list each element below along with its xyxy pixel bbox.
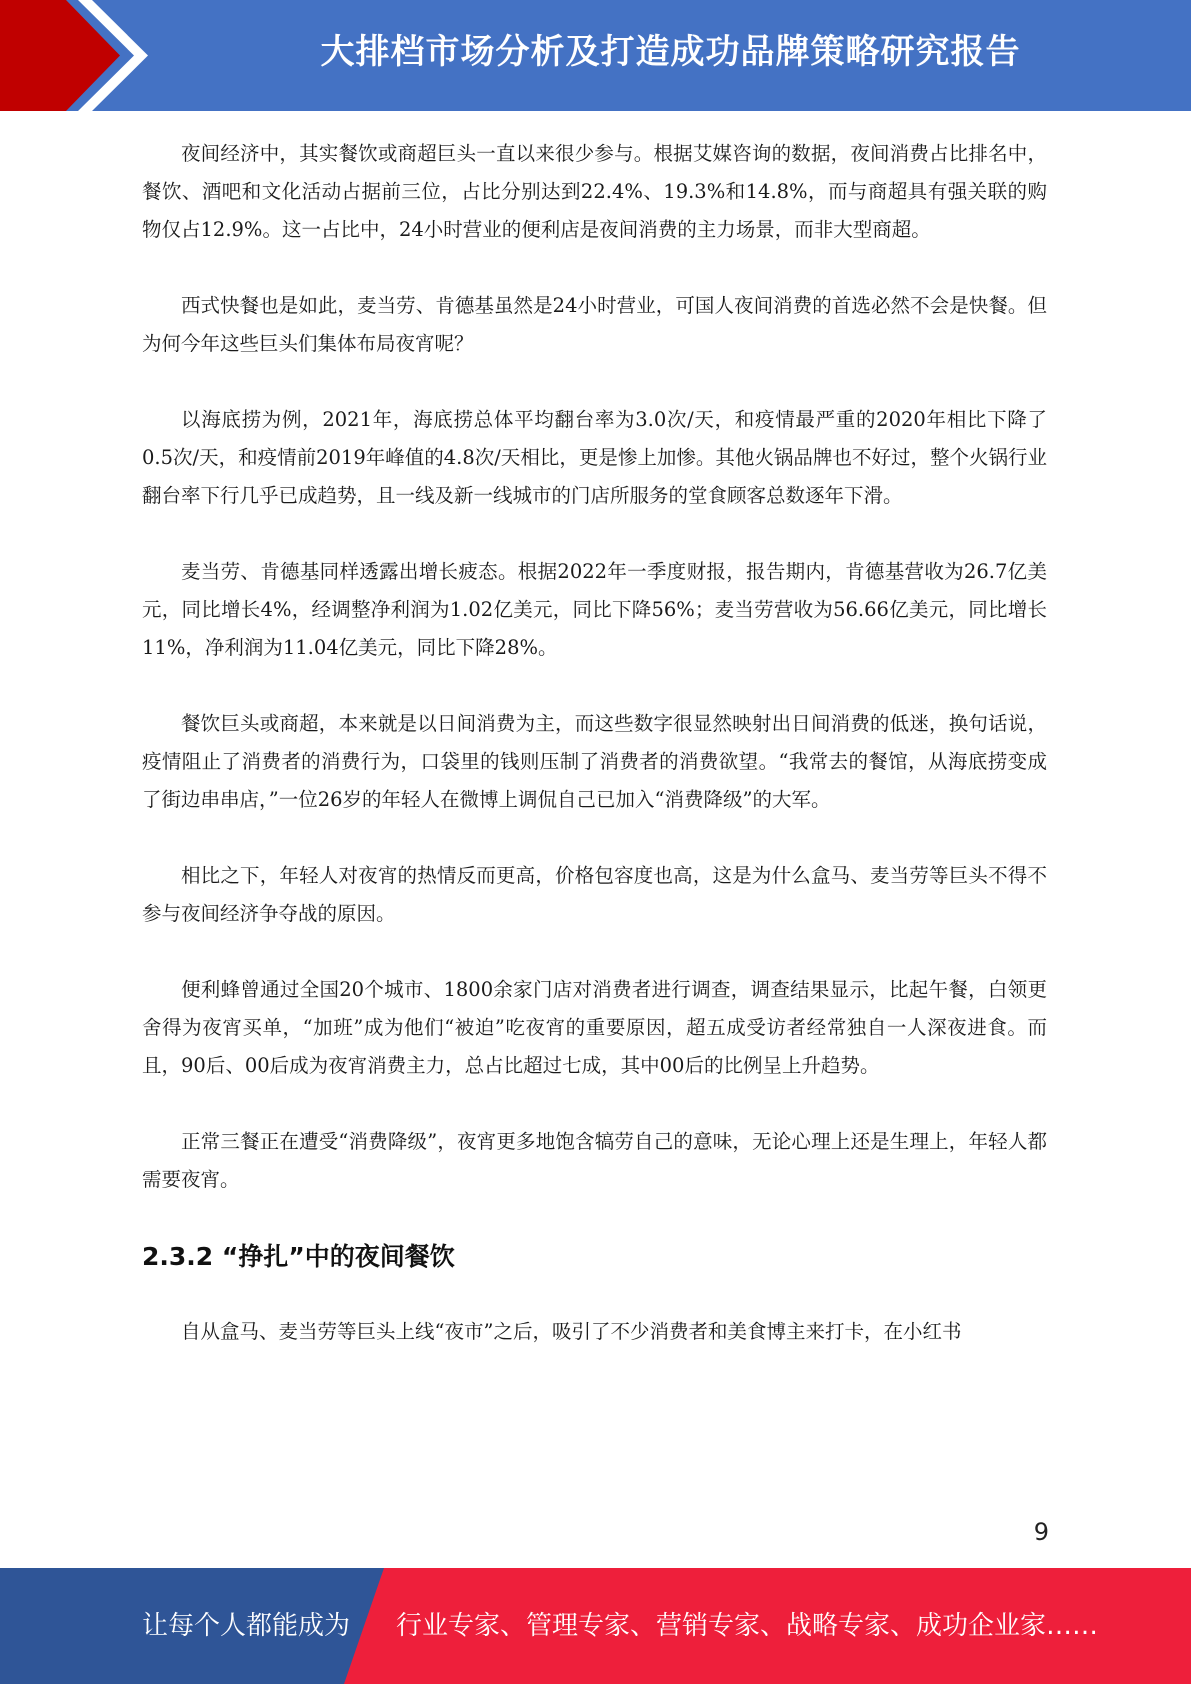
paragraph: 夜间经济中，其实餐饮或商超巨头一直以来很少参与。根据艾媒咨询的数据，夜间消费占比排名中，餐饮、酒吧和文化活动占据前三位，占比分别达到22.4%、19.3%和14.8%，而与商超具有强关联的购物仅占12.9%。这一占比中，24小时营业的便利店是夜间消费的主力场景，而非大型商超。	[142, 142, 1047, 241]
paragraph: 自从盒马、麦当劳等巨头上线“夜市”之后，吸引了不少消费者和美食博主来打卡，在小红书	[181, 1320, 962, 1343]
section-heading: 2.3.2 “挣扎”中的夜间餐饮	[142, 1242, 455, 1271]
document-body	[142, 135, 1047, 1389]
paragraph: 麦当劳、肯德基同样透露出增长疲态。根据2022年一季度财报，报告期内，肯德基营收为26.7亿美元，同比增长4%，经调整净利润为1.02亿美元，同比下降56%；麦当劳营收为56.66亿美元，同比增长11%，净利润为11.04亿美元，同比下降28%。	[142, 560, 1047, 659]
paragraph: 以海底捞为例，2021年，海底捞总体平均翻台率为3.0次/天，和疫情最严重的2020年相比下降了0.5次/天，和疫情前2019年峰值的4.8次/天相比，更是惨上加惨。其他火锅品牌也不好过，整个火锅行业翻台率下行几乎已成趋势，且一线及新一线城市的门店所服务的堂食顾客总数逐年下滑。	[142, 408, 1047, 507]
paragraph: 餐饮巨头或商超，本来就是以日间消费为主，而这些数字很显然映射出日间消费的低迷，换句话说，疫情阻止了消费者的消费行为，口袋里的钱则压制了消费者的消费欲望。“我常去的餐馆，从海底捞变成了街边串串店，”一位26岁的年轻人在微博上调侃自己已加入“消费降级”的大军。	[142, 712, 1047, 811]
paragraph: 便利蜂曾通过全国20个城市、1800余家门店对消费者进行调查，调查结果显示，比起午餐，白领更舍得为夜宵买单，“加班”成为他们“被迫”吃夜宵的重要原因，超五成受访者经常独自一人深夜进食。而且，90后、00后成为夜宵消费主力，总占比超过七成，其中00后的比例呈上升趋势。	[142, 978, 1047, 1077]
document-title: 大排档市场分析及打造成功品牌策略研究报告	[320, 32, 1021, 72]
page-number: 9	[1033, 1518, 1049, 1546]
page-header	[0, 0, 1191, 111]
page-footer	[0, 1568, 1191, 1684]
footer-slogan-right: 行业专家、管理专家、营销专家、战略专家、成功企业家……	[396, 1611, 1099, 1641]
footer-slogan-left: 让每个人都能成为	[142, 1611, 351, 1641]
paragraph: 相比之下，年轻人对夜宵的热情反而更高，价格包容度也高，这是为什么盒马、麦当劳等巨头不得不参与夜间经济争夺战的原因。	[142, 864, 1047, 925]
paragraph: 西式快餐也是如此，麦当劳、肯德基虽然是24小时营业，可国人夜间消费的首选必然不会是快餐。但为何今年这些巨头们集体布局夜宵呢？	[142, 294, 1047, 355]
paragraph: 正常三餐正在遭受“消费降级”，夜宵更多地饱含犒劳自己的意味，无论心理上还是生理上，年轻人都需要夜宵。	[142, 1130, 1047, 1191]
header-chevron-decoration	[0, 0, 160, 111]
